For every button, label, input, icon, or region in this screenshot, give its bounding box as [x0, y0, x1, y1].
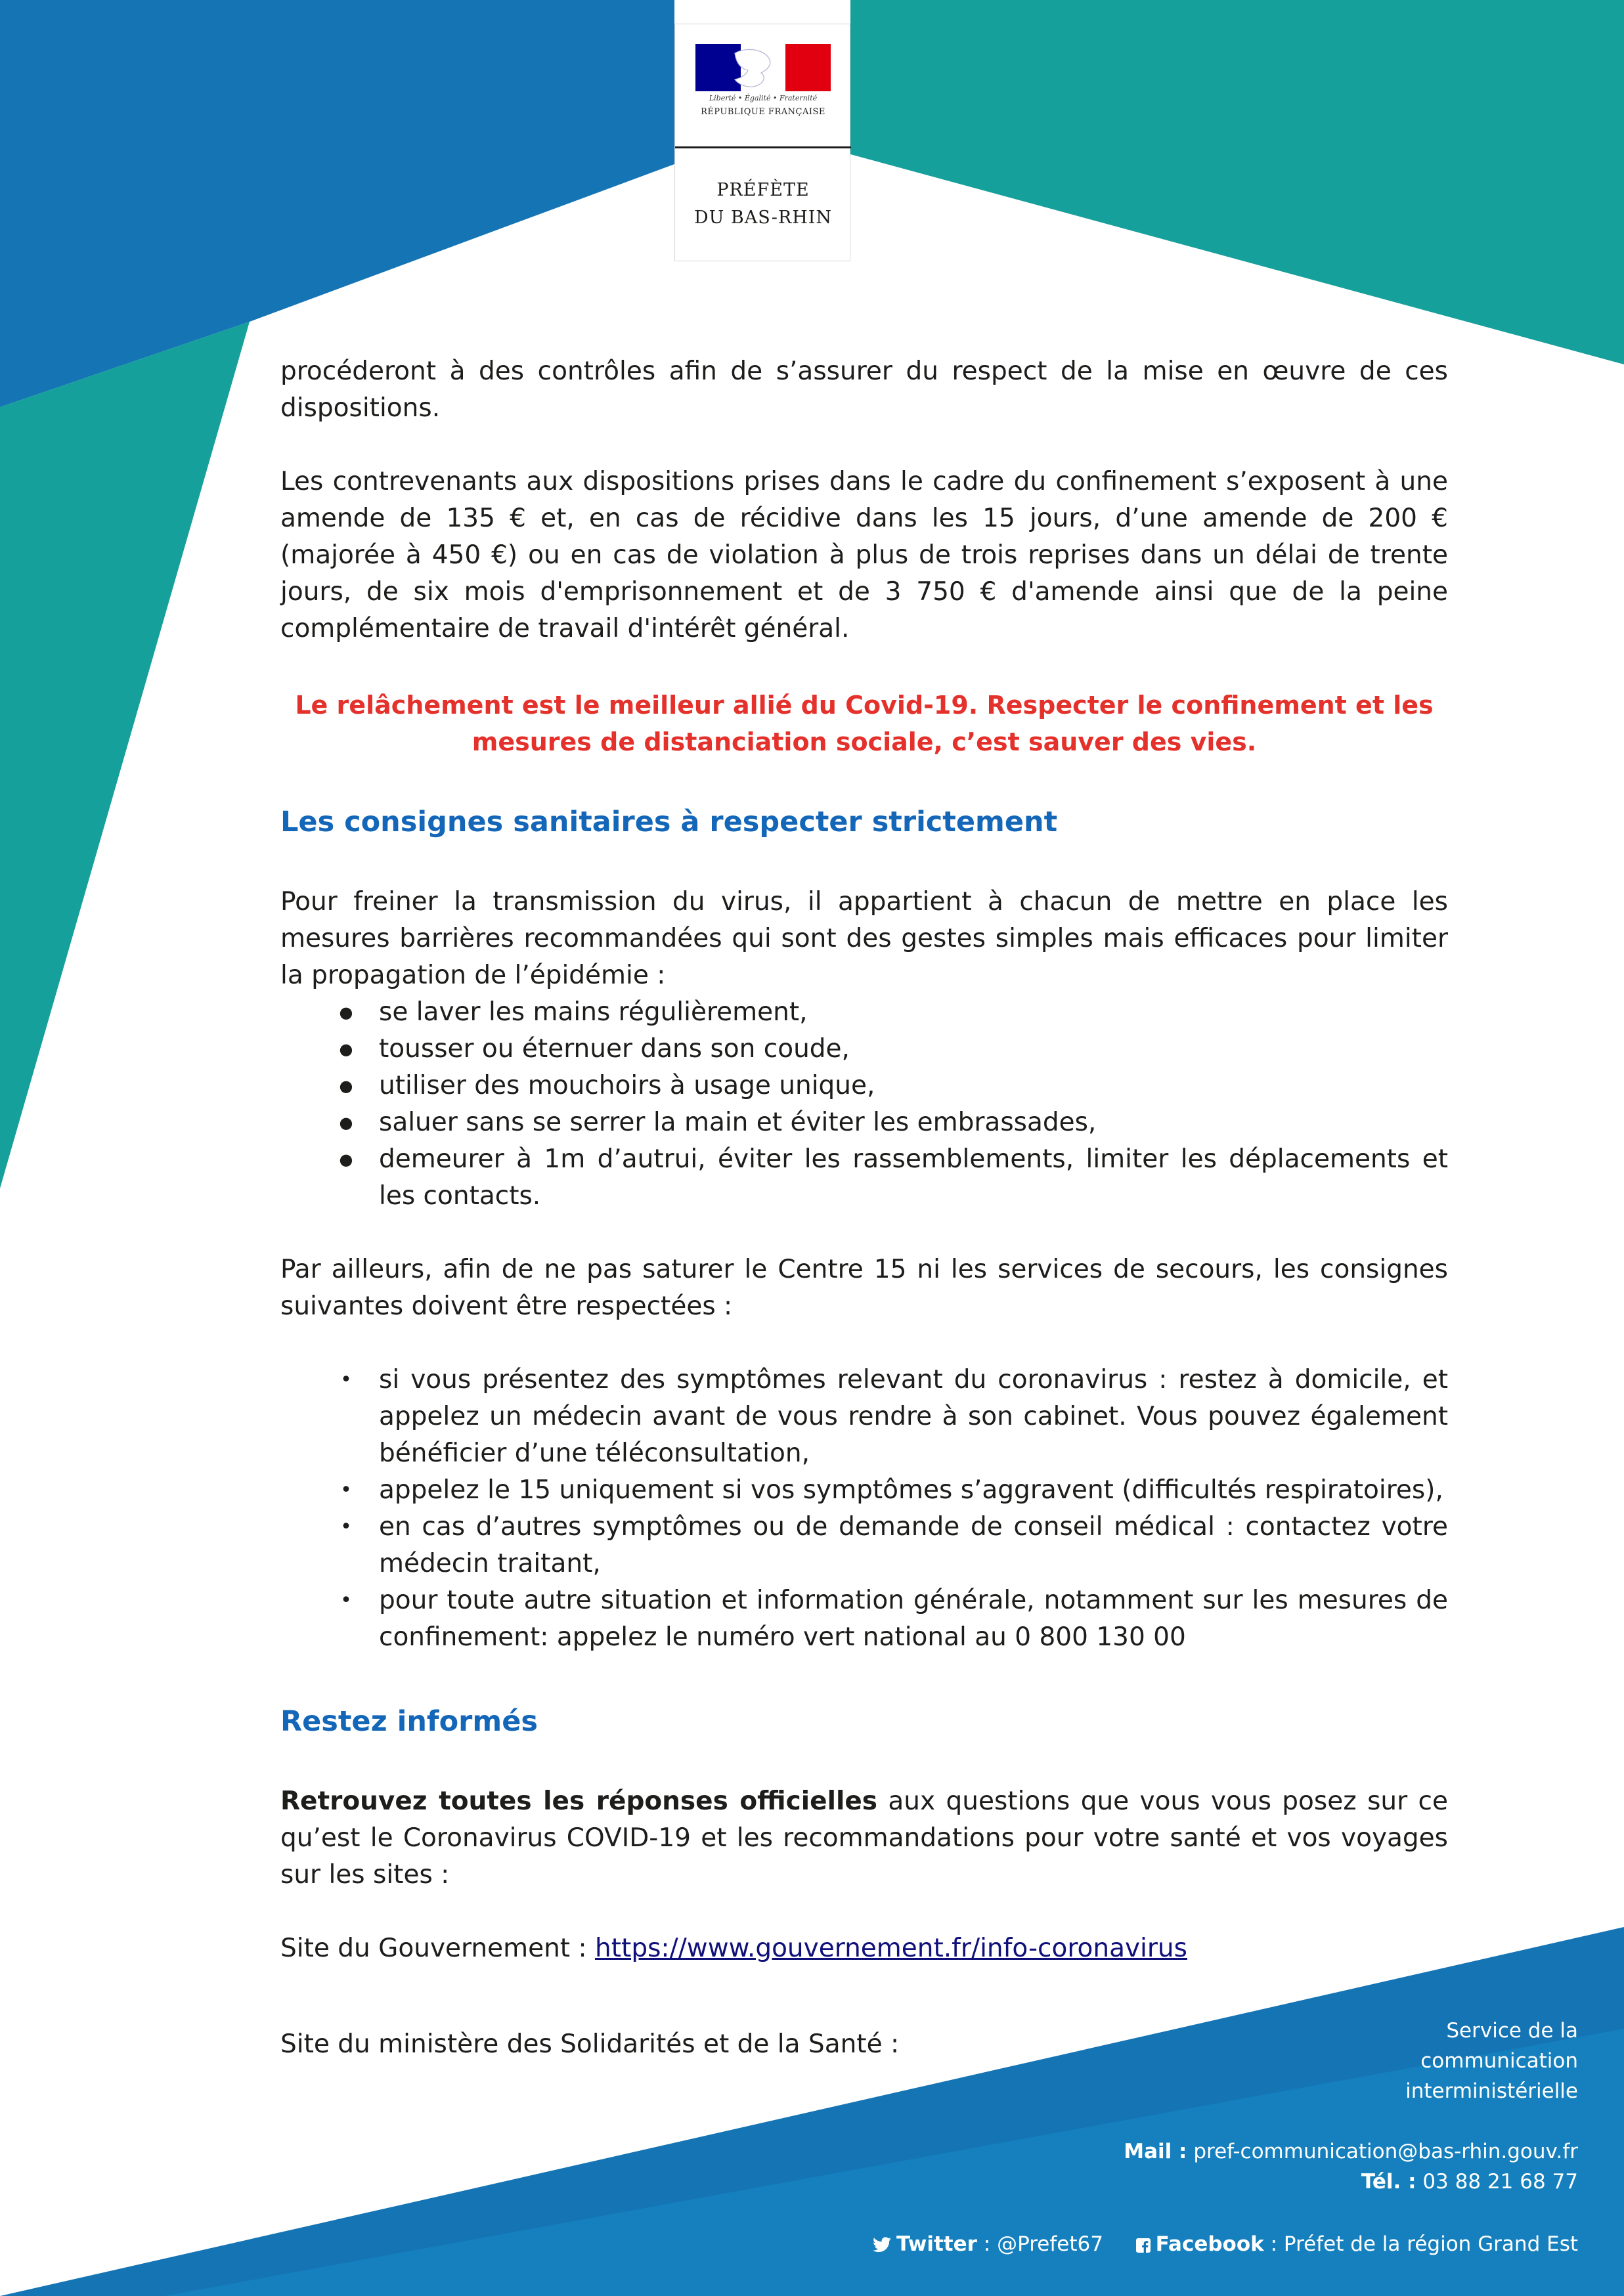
bullet-icon: •: [340, 1479, 352, 1502]
bullet-icon: •: [340, 1589, 352, 1612]
twitter-icon: [873, 2231, 891, 2261]
list-item: • si vous présentez des symptômes relevant du coronavirus : restez à domicile, et appelez un médecin avant de vous rendre à son cabinet. Vous pouvez également bénéficier d’une téléconsultation,: [280, 1362, 1448, 1472]
paragraph-controles: procéderont à des contrôles afin de s’assurer du respect de la mise en œuvre de ces dispositions.: [280, 357, 1448, 423]
alert-message: [280, 687, 1448, 760]
alert-line-2: mesures de distanciation sociale, c’est sauver des vies.: [472, 727, 1257, 756]
republic-motto: Liberté • Égalité • Fraternité: [709, 94, 818, 102]
list-item: ● saluer sans se serrer la main et éviter les embrassades,: [280, 1104, 1448, 1141]
consignes-list: [280, 1362, 1448, 1656]
service-line-1: Service de la: [1446, 2019, 1578, 2043]
logo-divider: [675, 146, 851, 148]
prefecture-name: [675, 177, 851, 232]
list-item: ● se laver les mains régulièrement,: [280, 994, 1448, 1031]
facebook-label: Facebook: [1155, 2232, 1264, 2256]
paragraph-freiner: Pour freiner la transmission du virus, il appartient à chacun de mettre en place les mesures barrières recommandées qui sont des gestes simples mais efficaces pour limiter la propagation de l’épidémie :: [280, 887, 1448, 990]
footer-mail: [1124, 2136, 1578, 2167]
mail-label: Mail :: [1124, 2140, 1187, 2163]
footer-social: [873, 2229, 1578, 2261]
list-item: ● demeurer à 1m d’autrui, éviter les rassemblements, limiter les déplacements et les contacts.: [280, 1141, 1448, 1215]
footer-service: [1405, 2016, 1578, 2106]
paragraph-amendes: Les contrevenants aux dispositions prises dans le cadre du confinement s’exposent à une amende de 135 € et, en cas de récidive dans les 15 jours, d’une amende de 200 € (majorée à 450 €) ou en cas de violation à plus de trois reprises dans un délai de trente jours, de six mois d'emprisonnement et de 3 750 € d'amende ainsi que de la peine complémentaire de travail d'intérêt général.: [280, 467, 1448, 643]
bullet-icon: •: [340, 1515, 352, 1538]
mail-value[interactable]: pref-communication@bas-rhin.gouv.fr: [1187, 2140, 1578, 2163]
paragraph-retrouvez: [280, 1783, 1448, 1894]
gouvernement-link[interactable]: https://www.gouvernement.fr/info-coronavirus: [595, 1934, 1187, 1963]
marianne-flag-icon: [695, 44, 831, 91]
service-line-3: interministérielle: [1405, 2079, 1578, 2103]
site-ministere: Site du ministère des Solidarités et de la Santé :: [280, 2029, 900, 2059]
teal-band-left: [0, 322, 250, 1188]
footer-contact: [1124, 2136, 1578, 2197]
list-item: ● tousser ou éternuer dans son coude,: [280, 1031, 1448, 1068]
republique-francaise: RÉPUBLIQUE FRANÇAISE: [701, 107, 825, 117]
prefecture-name-line2: DU BAS-RHIN: [693, 207, 833, 228]
list-item: ● utiliser des mouchoirs à usage unique,: [280, 1068, 1448, 1104]
tel-label: Tél. :: [1361, 2170, 1416, 2194]
list-item: • appelez le 15 uniquement si vos symptômes s’aggravent (difficultés respiratoires),: [280, 1472, 1448, 1509]
heading-restez-informes: Restez informés: [280, 1705, 538, 1738]
service-line-2: communication: [1420, 2049, 1578, 2073]
bullet-icon: ●: [339, 1040, 353, 1058]
retrouvez-bold: Retrouvez toutes les réponses officielles: [280, 1787, 877, 1816]
alert-line-1: Le relâchement est le meilleur allié du Covid-19. Respecter le confinement et les: [295, 691, 1434, 720]
bullet-icon: ●: [339, 1114, 353, 1132]
prefecture-name-line1: PRÉFÈTE: [716, 180, 810, 200]
twitter-handle[interactable]: : @Prefet67: [977, 2232, 1103, 2256]
site-gouvernement: [280, 1930, 1448, 1967]
blue-band-top-left: [0, 0, 674, 407]
bullet-icon: ●: [339, 1003, 353, 1022]
facebook-icon: [1136, 2231, 1151, 2261]
list-item: • pour toute autre situation et information générale, notamment sur les mesures de confinement: appelez le numéro vert national au 0 800 130 00: [280, 1582, 1448, 1656]
twitter-label: Twitter: [896, 2232, 977, 2256]
bullet-icon: ●: [339, 1150, 353, 1169]
tel-value: 03 88 21 68 77: [1416, 2170, 1578, 2194]
gestes-barrieres-list: [280, 994, 1448, 1215]
retrouvez-rest: aux questions que vous vous posez sur ce qu’est le Coronavirus COVID-19 et les recommandations pour votre santé et vos voyages sur les sites :: [280, 1787, 1448, 1890]
bullet-icon: ●: [339, 1077, 353, 1095]
site-gouvernement-label: Site du Gouvernement :: [280, 1934, 596, 1963]
prefecture-logo: [674, 24, 850, 261]
facebook-page[interactable]: : Préfet de la région Grand Est: [1263, 2232, 1578, 2256]
heading-consignes-sanitaires: Les consignes sanitaires à respecter strictement: [280, 806, 1058, 838]
footer-tel: [1124, 2167, 1578, 2197]
bullet-icon: •: [340, 1368, 352, 1391]
paragraph-par-ailleurs: Par ailleurs, afin de ne pas saturer le Centre 15 ni les services de secours, les consignes suivantes doivent être respectées :: [280, 1255, 1448, 1321]
list-item: • en cas d’autres symptômes ou de demande de conseil médical : contactez votre médecin traitant,: [280, 1509, 1448, 1582]
